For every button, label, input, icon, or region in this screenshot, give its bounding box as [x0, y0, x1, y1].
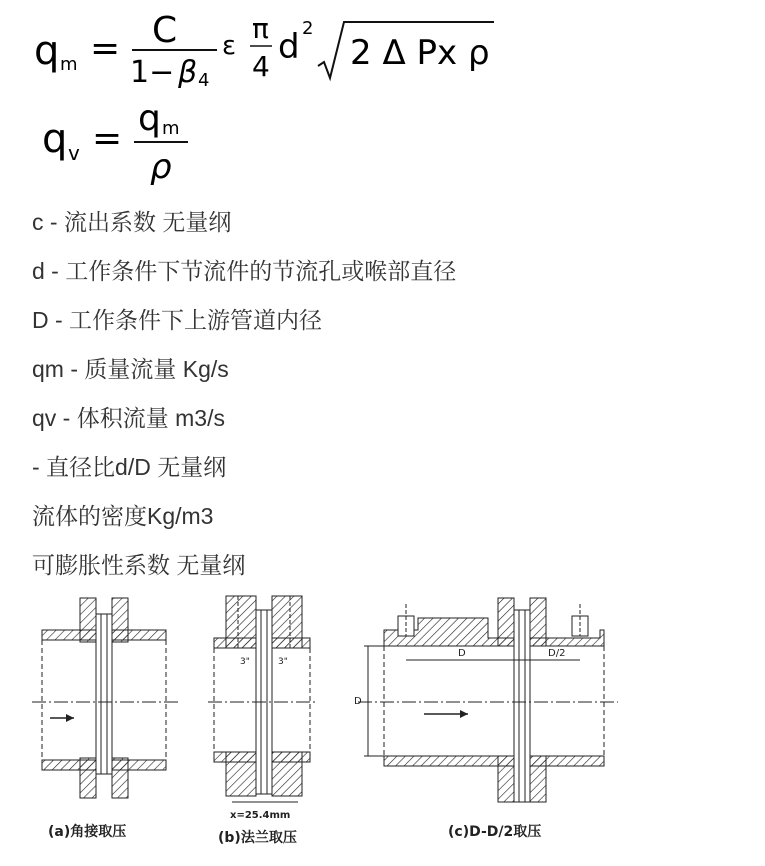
figure-b-flange-tapping — [208, 596, 318, 802]
formula-qv-numerator-sub: m — [162, 118, 180, 139]
volume-flow-formula — [40, 100, 200, 185]
definition-qm: qm - 质量流量 Kg/s — [32, 356, 229, 382]
figure-b-small-dim-left: 3" — [240, 657, 250, 667]
figure-c-dim-D-horizontal: D — [458, 648, 466, 659]
formula-d: d — [278, 27, 300, 67]
formula-q-subscript: m — [60, 54, 78, 75]
formula-qv-subscript: v — [68, 141, 80, 165]
formula-beta: β — [178, 55, 198, 88]
formula-qv: q — [42, 116, 68, 162]
formula-equals: = — [90, 28, 121, 69]
formula-pi: π — [252, 12, 269, 45]
figure-b-caption: (b)法兰取压 — [218, 830, 297, 846]
formula-epsilon: ε — [222, 31, 237, 61]
formula-denominator: 1− — [130, 55, 175, 88]
formula-qv-rho: ρ — [150, 147, 172, 185]
formula-d-superscript: 2 — [302, 18, 314, 39]
formula-q: q — [34, 28, 60, 74]
figure-a-corner-tapping — [32, 598, 178, 798]
formula-numerator: C — [152, 10, 178, 51]
formula-beta-subscript: 4 — [198, 70, 210, 88]
figure-c-caption: (c)D-D/2取压 — [448, 824, 542, 840]
figure-b-dimension: x=25.4mm — [230, 810, 291, 821]
definition-d: d - 工作条件下节流件的节流孔或喉部直径 — [32, 258, 457, 284]
figure-c-d-d2-tapping — [358, 598, 618, 802]
mass-flow-formula — [32, 8, 497, 88]
definition-c: c - 流出系数 无量纲 — [32, 209, 232, 235]
formula-qv-equals: = — [92, 118, 123, 159]
figure-c-dim-D2: D/2 — [548, 648, 566, 659]
definition-rho: 流体的密度Kg/m3 — [32, 503, 214, 529]
formula-four: 4 — [252, 50, 270, 83]
definition-qv: qv - 体积流量 m3/s — [32, 405, 225, 431]
pressure-tapping-figures — [28, 590, 628, 860]
figure-b-small-dim-right: 3" — [278, 657, 288, 667]
formula-radicand: 2 Δ Px ρ — [350, 33, 490, 73]
definition-beta: - 直径比d/D 无量纲 — [32, 454, 227, 480]
figure-c-dim-D-vertical: D — [354, 696, 362, 707]
definition-epsilon: 可膨胀性系数 无量纲 — [32, 552, 246, 578]
definition-D: D - 工作条件下上游管道内径 — [32, 307, 323, 333]
formula-qv-numerator: q — [138, 100, 161, 139]
figure-a-caption: (a)角接取压 — [48, 824, 127, 840]
